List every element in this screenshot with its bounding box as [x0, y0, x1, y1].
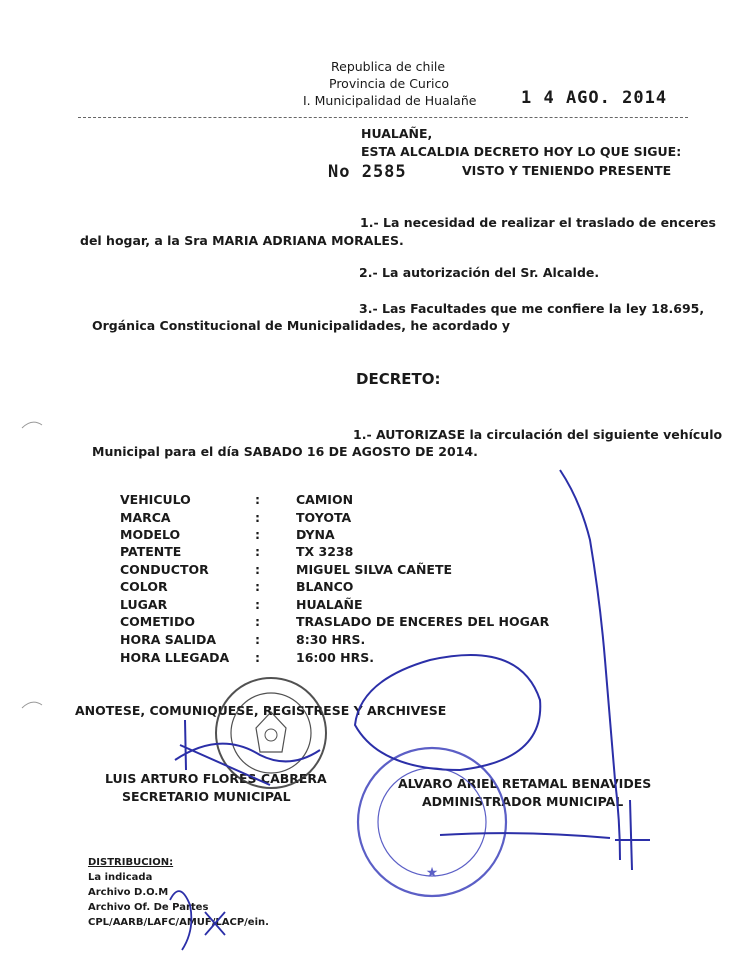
vehicle-value: BLANCO — [296, 579, 354, 594]
vehicle-sep: : — [255, 562, 260, 577]
vehicle-label: COMETIDO — [120, 614, 195, 629]
left-signer-title: SECRETARIO MUNICIPAL — [122, 789, 291, 804]
left-signer-name: LUIS ARTURO FLORES CABRERA — [105, 771, 327, 786]
date-stamp: 1 4 AGO. 2014 — [521, 88, 668, 108]
right-signer-title: ADMINISTRADOR MUNICIPAL — [422, 794, 624, 809]
vehicle-sep: : — [255, 579, 260, 594]
consideration-3-line1: 3.- Las Facultades que me confiere la ley 18.695, — [359, 301, 705, 316]
consideration-1-line2: del hogar, a la Sra MARIA ADRIANA MORALES. — [80, 233, 404, 248]
decree-number: No 2585 — [328, 162, 407, 182]
vehicle-label: MODELO — [120, 527, 181, 542]
vehicle-value: TRASLADO DE ENCERES DEL HOGAR — [296, 614, 550, 629]
vehicle-label: CONDUCTOR — [120, 562, 209, 577]
vehicle-sep: : — [255, 614, 260, 629]
consideration-3-line2: Orgánica Constitucional de Municipalidades, he acordado y — [92, 318, 511, 333]
vehicle-label: VEHICULO — [120, 492, 191, 507]
header-divider — [78, 117, 688, 118]
vehicle-sep: : — [255, 510, 260, 525]
visto-line: VISTO Y TENIENDO PRESENTE — [462, 163, 672, 178]
vehicle-sep: : — [255, 632, 260, 647]
vehicle-value: MIGUEL SILVA CAÑETE — [296, 562, 453, 577]
vehicle-value: 16:00 HRS. — [296, 650, 374, 665]
vehicle-label: MARCA — [120, 510, 171, 525]
administrator-seal — [358, 748, 506, 896]
header-province: Provincia de Curico — [329, 76, 449, 91]
vehicle-sep: : — [255, 527, 260, 542]
vehicle-label: LUGAR — [120, 597, 168, 612]
distribution-title: DISTRIBUCION: — [88, 857, 174, 868]
header-municipality: I. Municipalidad de Hualañe — [303, 93, 477, 108]
margin-mark — [22, 702, 42, 708]
header-country: Republica de chile — [331, 59, 446, 74]
decreto-1-line1: 1.- AUTORIZASE la circulación del siguiente vehículo — [353, 427, 723, 442]
administrator-signature — [440, 800, 650, 870]
distribution-item: CPL/AARB/LAFC/AMUF/LACP/ein. — [88, 917, 269, 928]
margin-mark — [22, 422, 42, 428]
vehicle-value: TX 3238 — [296, 544, 354, 559]
vehicle-label: HORA SALIDA — [120, 632, 217, 647]
vehicle-sep: : — [255, 597, 260, 612]
vehicle-value: CAMION — [296, 492, 354, 507]
vehicle-value: HUALAÑE — [296, 597, 363, 612]
right-signer-name: ALVARO ARIEL RETAMAL BENAVIDES — [398, 776, 652, 791]
closing-line: ANOTESE, COMUNIQUESE, REGISTRESE Y ARCHIVESE — [75, 703, 447, 718]
vehicle-label: HORA LLEGADA — [120, 650, 230, 665]
vehicle-sep: : — [255, 544, 260, 559]
consideration-1-line1: 1.- La necesidad de realizar el traslado de enceres — [360, 215, 716, 230]
distribution-item: Archivo D.O.M — [88, 887, 169, 898]
consideration-2: 2.- La autorización del Sr. Alcalde. — [359, 265, 600, 280]
vehicle-label: COLOR — [120, 579, 168, 594]
svg-text:★: ★ — [425, 865, 439, 881]
decreto-1-line2: Municipal para el día SABADO 16 DE AGOSTO DE 2014. — [92, 444, 478, 459]
distribution-item: La indicada — [88, 872, 153, 883]
decree-intro: ESTA ALCALDIA DECRETO HOY LO QUE SIGUE: — [361, 144, 682, 159]
city-name: HUALAÑE, — [361, 126, 433, 141]
vehicle-label: PATENTE — [120, 544, 182, 559]
vehicle-sep: : — [255, 650, 260, 665]
decreto-title: DECRETO: — [356, 370, 441, 388]
vehicle-value: 8:30 HRS. — [296, 632, 366, 647]
distribution-item: Archivo Of. De Partes — [88, 902, 209, 913]
vehicle-value: DYNA — [296, 527, 335, 542]
vehicle-value: TOYOTA — [296, 510, 352, 525]
vehicle-sep: : — [255, 492, 260, 507]
